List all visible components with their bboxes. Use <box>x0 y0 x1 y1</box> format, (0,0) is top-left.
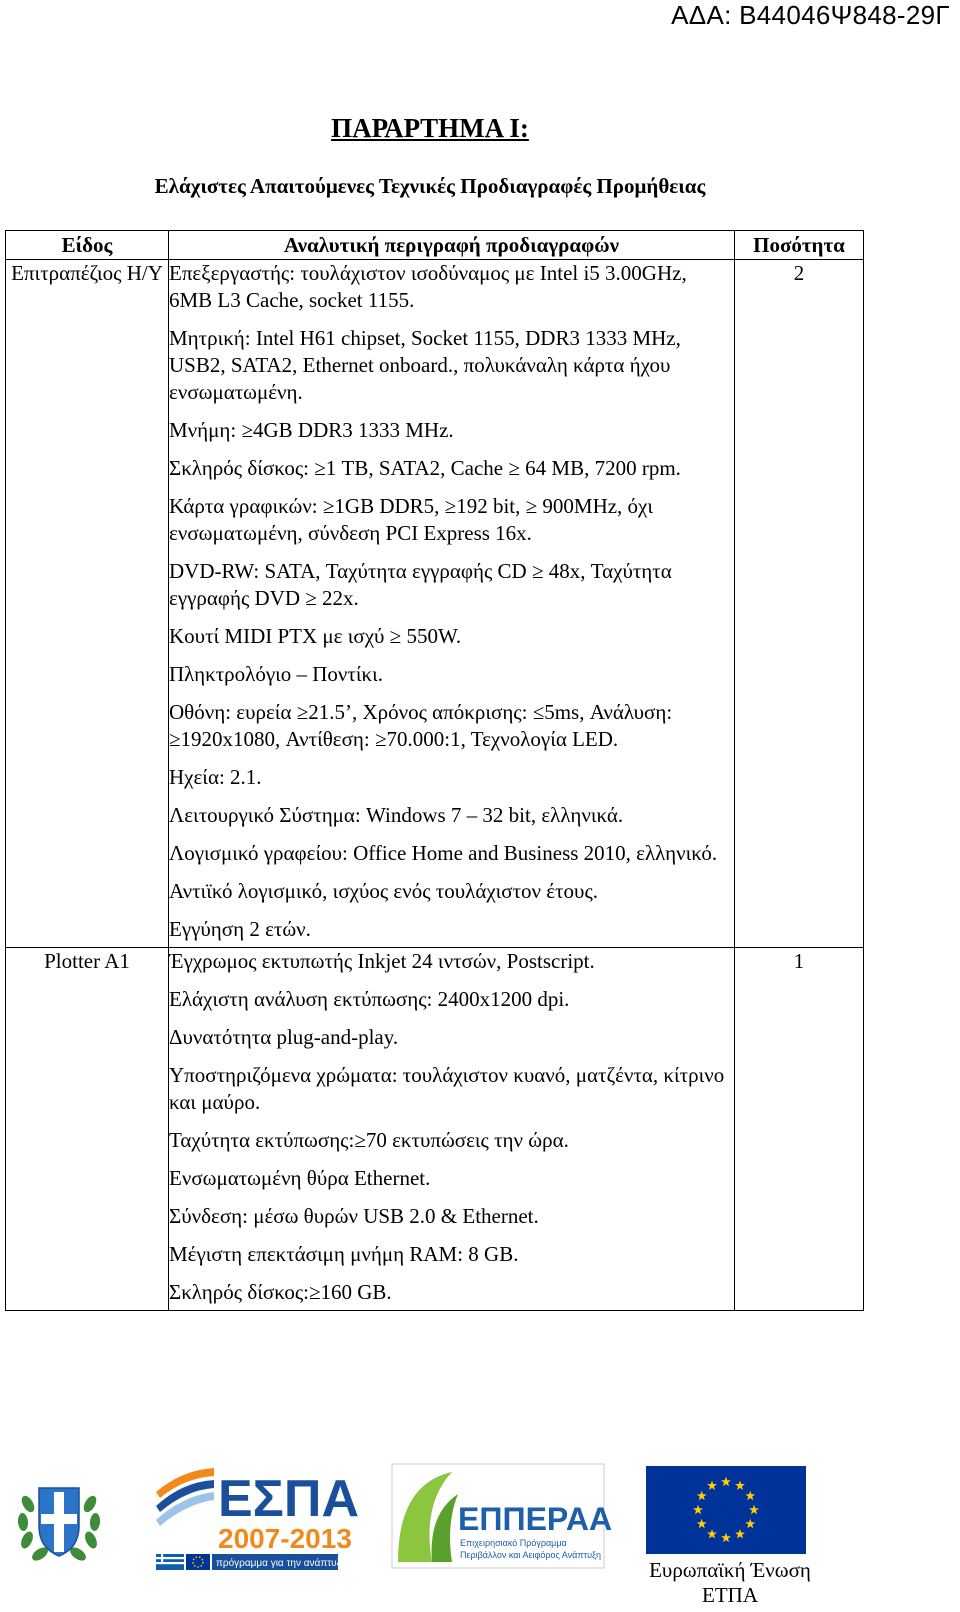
eu-caption-line-2: ΕΤΠΑ <box>702 1583 758 1607</box>
epperaa-tagline-2: Περιβάλλον και Αειφόρος Ανάπτυξη <box>460 1550 602 1560</box>
epperaa-logo <box>392 1464 613 1568</box>
spec-line: Λειτουργικό Σύστημα: Windows 7 – 32 bit, ελληνικά. <box>169 803 624 827</box>
espa-years: 2007-2013 <box>218 1523 352 1554</box>
spec-line: Κάρτα γραφικών: ≥1GB DDR5, ≥192 bit, ≥ 900MHz, όχι ενσωματωμένη, σύνδεση PCI Express 16x. <box>169 494 654 545</box>
espa-logo <box>152 1462 359 1574</box>
spec-line: Ηχεία: 2.1. <box>169 765 262 789</box>
table-row <box>6 260 864 948</box>
eu-caption <box>630 1558 830 1608</box>
spec-line: DVD-RW: SATA, Ταχύτητα εγγραφής CD ≥ 48x, Ταχύτητα εγγραφής DVD ≥ 22x. <box>169 559 672 610</box>
spec-line: Οθόνη: ευρεία ≥21.5’, Χρόνος απόκρισης: ≤5ms, Ανάλυση: ≥1920x1080, Αντίθεση: ≥70.000:1, Τεχνολογία LED. <box>169 700 673 751</box>
spec-line: Έγχρωμος εκτυπωτής Inkjet 24 ιντσών, Postscript. <box>169 949 595 973</box>
quantity-cell: 1 <box>735 948 864 1311</box>
table-row <box>6 948 864 1311</box>
document-title: ΠΑΡΑΡΤΗΜΑ Ι: <box>331 113 529 143</box>
spec-line: Μητρική: Intel H61 chipset, Socket 1155, DDR3 1333 MHz, USB2, SATA2, Ethernet onboard., πολυκάναλη κάρτα ήχου ενσωματωμένη. <box>169 326 681 404</box>
spec-line: Ελάχιστη ανάλυση εκτύπωσης: 2400x1200 dpi. <box>169 987 570 1011</box>
description-cell <box>169 948 735 1311</box>
epperaa-name: ΕΠΠΕΡΑΑ <box>458 1501 613 1537</box>
spec-line: Σκληρός δίσκος: ≥1 TB, SATA2, Cache ≥ 64 MB, 7200 rpm. <box>169 456 681 480</box>
document-subtitle: Ελάχιστες Απαιτούμενες Τεχνικές Προδιαγραφές Προμήθειας <box>154 174 706 198</box>
item-name-cell: Plotter A1 <box>6 948 169 1311</box>
spec-line: Κουτί MIDI PTX με ισχύ ≥ 550W. <box>169 624 462 648</box>
table-header-row <box>6 231 864 260</box>
spec-line: Εγγύηση 2 ετών. <box>169 917 311 941</box>
description-cell <box>169 260 735 948</box>
column-header-item: Είδος <box>6 231 169 260</box>
greek-coat-of-arms-logo <box>14 1474 104 1566</box>
column-header-description: Αναλυτική περιγραφή προδιαγραφών <box>169 231 735 260</box>
epperaa-tagline-1: Επιχειρησιακό Πρόγραμμα <box>460 1538 567 1548</box>
spec-line: Πληκτρολόγιο – Ποντίκι. <box>169 662 383 686</box>
ada-code: ΑΔΑ: Β44046Ψ848-29Γ <box>671 0 950 30</box>
spec-line: Αντιϊκό λογισμικό, ισχύος ενός τουλάχιστον έτους. <box>169 879 599 903</box>
quantity-cell: 2 <box>735 260 864 948</box>
column-header-quantity: Ποσότητα <box>735 231 864 260</box>
spec-line: Λογισμικό γραφείου: Office Home and Business 2010, ελληνικό. <box>169 841 718 865</box>
logo-strip <box>0 1462 960 1612</box>
eu-flag-logo <box>646 1466 806 1554</box>
espa-name: ΕΣΠΑ <box>218 1470 359 1528</box>
spec-line: Μνήμη: ≥4GB DDR3 1333 MHz. <box>169 418 454 442</box>
spec-line: Επεξεργαστής: τουλάχιστον ισοδύναμος με Intel i5 3.00GHz, 6MB L3 Cache, socket 1155. <box>169 261 687 312</box>
spec-line: Υποστηριζόμενα χρώματα: τουλάχιστον κυανό, ματζέντα, κίτρινο και μαύρο. <box>169 1063 725 1114</box>
spec-line: Μέγιστη επεκτάσιμη μνήμη RAM: 8 GB. <box>169 1242 519 1266</box>
spec-line: Ταχύτητα εκτύπωσης:≥70 εκτυπώσεις την ώρα. <box>169 1128 569 1152</box>
item-name-cell: Επιτραπέζιος Η/Υ <box>6 260 169 948</box>
spec-line: Σκληρός δίσκος:≥160 GB. <box>169 1280 392 1304</box>
spec-line: Δυνατότητα plug-and-play. <box>169 1025 399 1049</box>
spec-line: Σύνδεση: μέσω θυρών USB 2.0 & Ethernet. <box>169 1204 539 1228</box>
spec-line: Ενσωματωμένη θύρα Ethernet. <box>169 1166 431 1190</box>
eu-caption-line-1: Ευρωπαϊκή Ένωση <box>649 1558 811 1582</box>
specifications-table <box>5 230 864 1311</box>
espa-tagline: πρόγραμμα για την ανάπτυξη <box>216 1558 347 1569</box>
